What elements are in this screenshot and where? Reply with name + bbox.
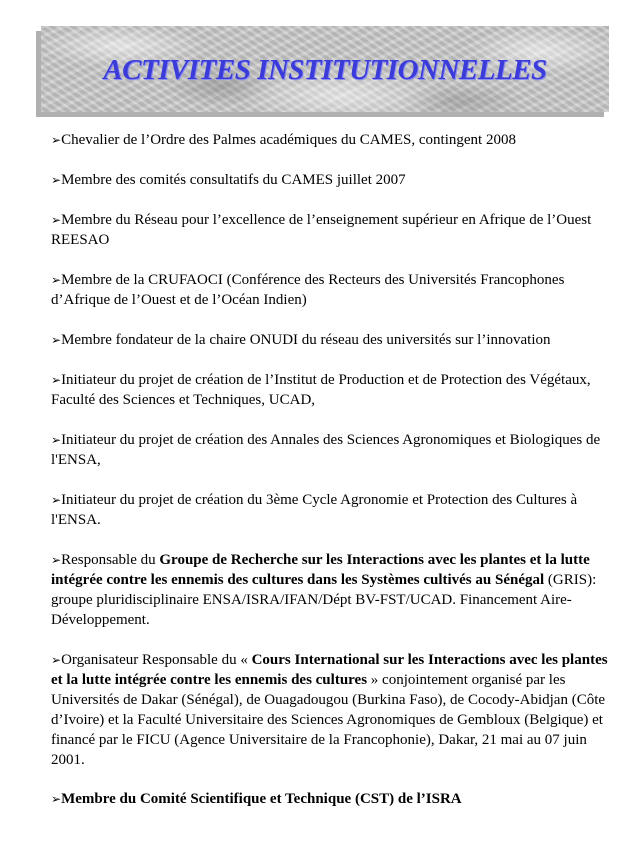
list-item: [51, 370, 611, 410]
item-text-prefix: Responsable du: [61, 552, 160, 568]
item-text: Initiateur du projet de création des Annales des Sciences Agronomiques et Biologiques de l'ENSA,: [51, 432, 601, 468]
arrow-bullet-icon: ➢: [51, 653, 62, 667]
arrow-bullet-icon: ➢: [51, 553, 62, 567]
item-text: Chevalier de l’Ordre des Palmes académiques du CAMES, contingent 2008: [61, 132, 516, 148]
item-text: Membre fondateur de la chaire ONUDI du réseau des universités sur l’innovation: [61, 332, 551, 348]
list-item: [51, 170, 611, 190]
item-text: Membre du Réseau pour l’excellence de l’enseignement supérieur en Afrique de l’Ouest REESAO: [51, 212, 592, 248]
item-text: Initiateur du projet de création de l’Institut de Production et de Protection des Végétaux, Faculté des Sciences et Techniques, UCAD,: [51, 372, 591, 408]
item-text-bold: Membre du Comité Scientifique et Technique (CST) de l’ISRA: [61, 791, 462, 807]
arrow-bullet-icon: ➢: [51, 173, 62, 187]
arrow-bullet-icon: ➢: [51, 133, 62, 147]
arrow-bullet-icon: ➢: [51, 333, 62, 347]
arrow-bullet-icon: ➢: [51, 792, 62, 806]
activities-list: [51, 130, 611, 829]
title-banner: [41, 26, 609, 112]
list-item: [51, 270, 611, 310]
list-item: [51, 430, 611, 470]
item-text: Membre des comités consultatifs du CAMES juillet 2007: [61, 172, 406, 188]
item-text: Initiateur du projet de création du 3ème Cycle Agronomie et Protection des Cultures à l'ENSA.: [51, 492, 578, 528]
page-title: ACTIVITES INSTITUTIONNELLES: [103, 54, 547, 86]
list-item: [51, 789, 611, 809]
arrow-bullet-icon: ➢: [51, 273, 62, 287]
item-text-prefix: Organisateur Responsable du «: [61, 652, 252, 668]
item-text-bold: Groupe de Recherche sur les Interactions avec les plantes et la lutte intégrée contre les ennemis des cultures dans les Systèmes cultivés au Sénégal: [51, 552, 590, 588]
list-item: [51, 130, 611, 150]
item-text: Membre de la CRUFAOCI (Conférence des Recteurs des Universités Francophones d’Afrique de l’Ouest et de l’Océan Indien): [51, 272, 565, 308]
item-text-bold: Cours International sur les Interactions avec les plantes et la lutte intégrée contre les ennemis des cultures: [51, 652, 608, 688]
item-text-suffix: » conjointement organisé par les Universités de Dakar (Sénégal), de Ouagadougou (Burkina Faso), de Cocody-Abidjan (Côte d’Ivoire) et la Faculté Universitaire des Sciences Agronomiques de Gembloux (Belgique) et financé par le FICU (Agence Universitaire de la Francophonie), Dakar, 21 mai au 07 juin 2001.: [51, 672, 606, 768]
list-item: [51, 550, 611, 630]
arrow-bullet-icon: ➢: [51, 213, 62, 227]
arrow-bullet-icon: ➢: [51, 493, 62, 507]
list-item: [51, 490, 611, 530]
list-item: [51, 650, 611, 770]
list-item: [51, 330, 611, 350]
item-text-suffix: (GRIS): groupe pluridisciplinaire ENSA/ISRA/IFAN/Dépt BV-FST/UCAD. Financement Aire-Développement.: [51, 572, 597, 628]
arrow-bullet-icon: ➢: [51, 373, 62, 387]
arrow-bullet-icon: ➢: [51, 433, 62, 447]
list-item: [51, 210, 611, 250]
